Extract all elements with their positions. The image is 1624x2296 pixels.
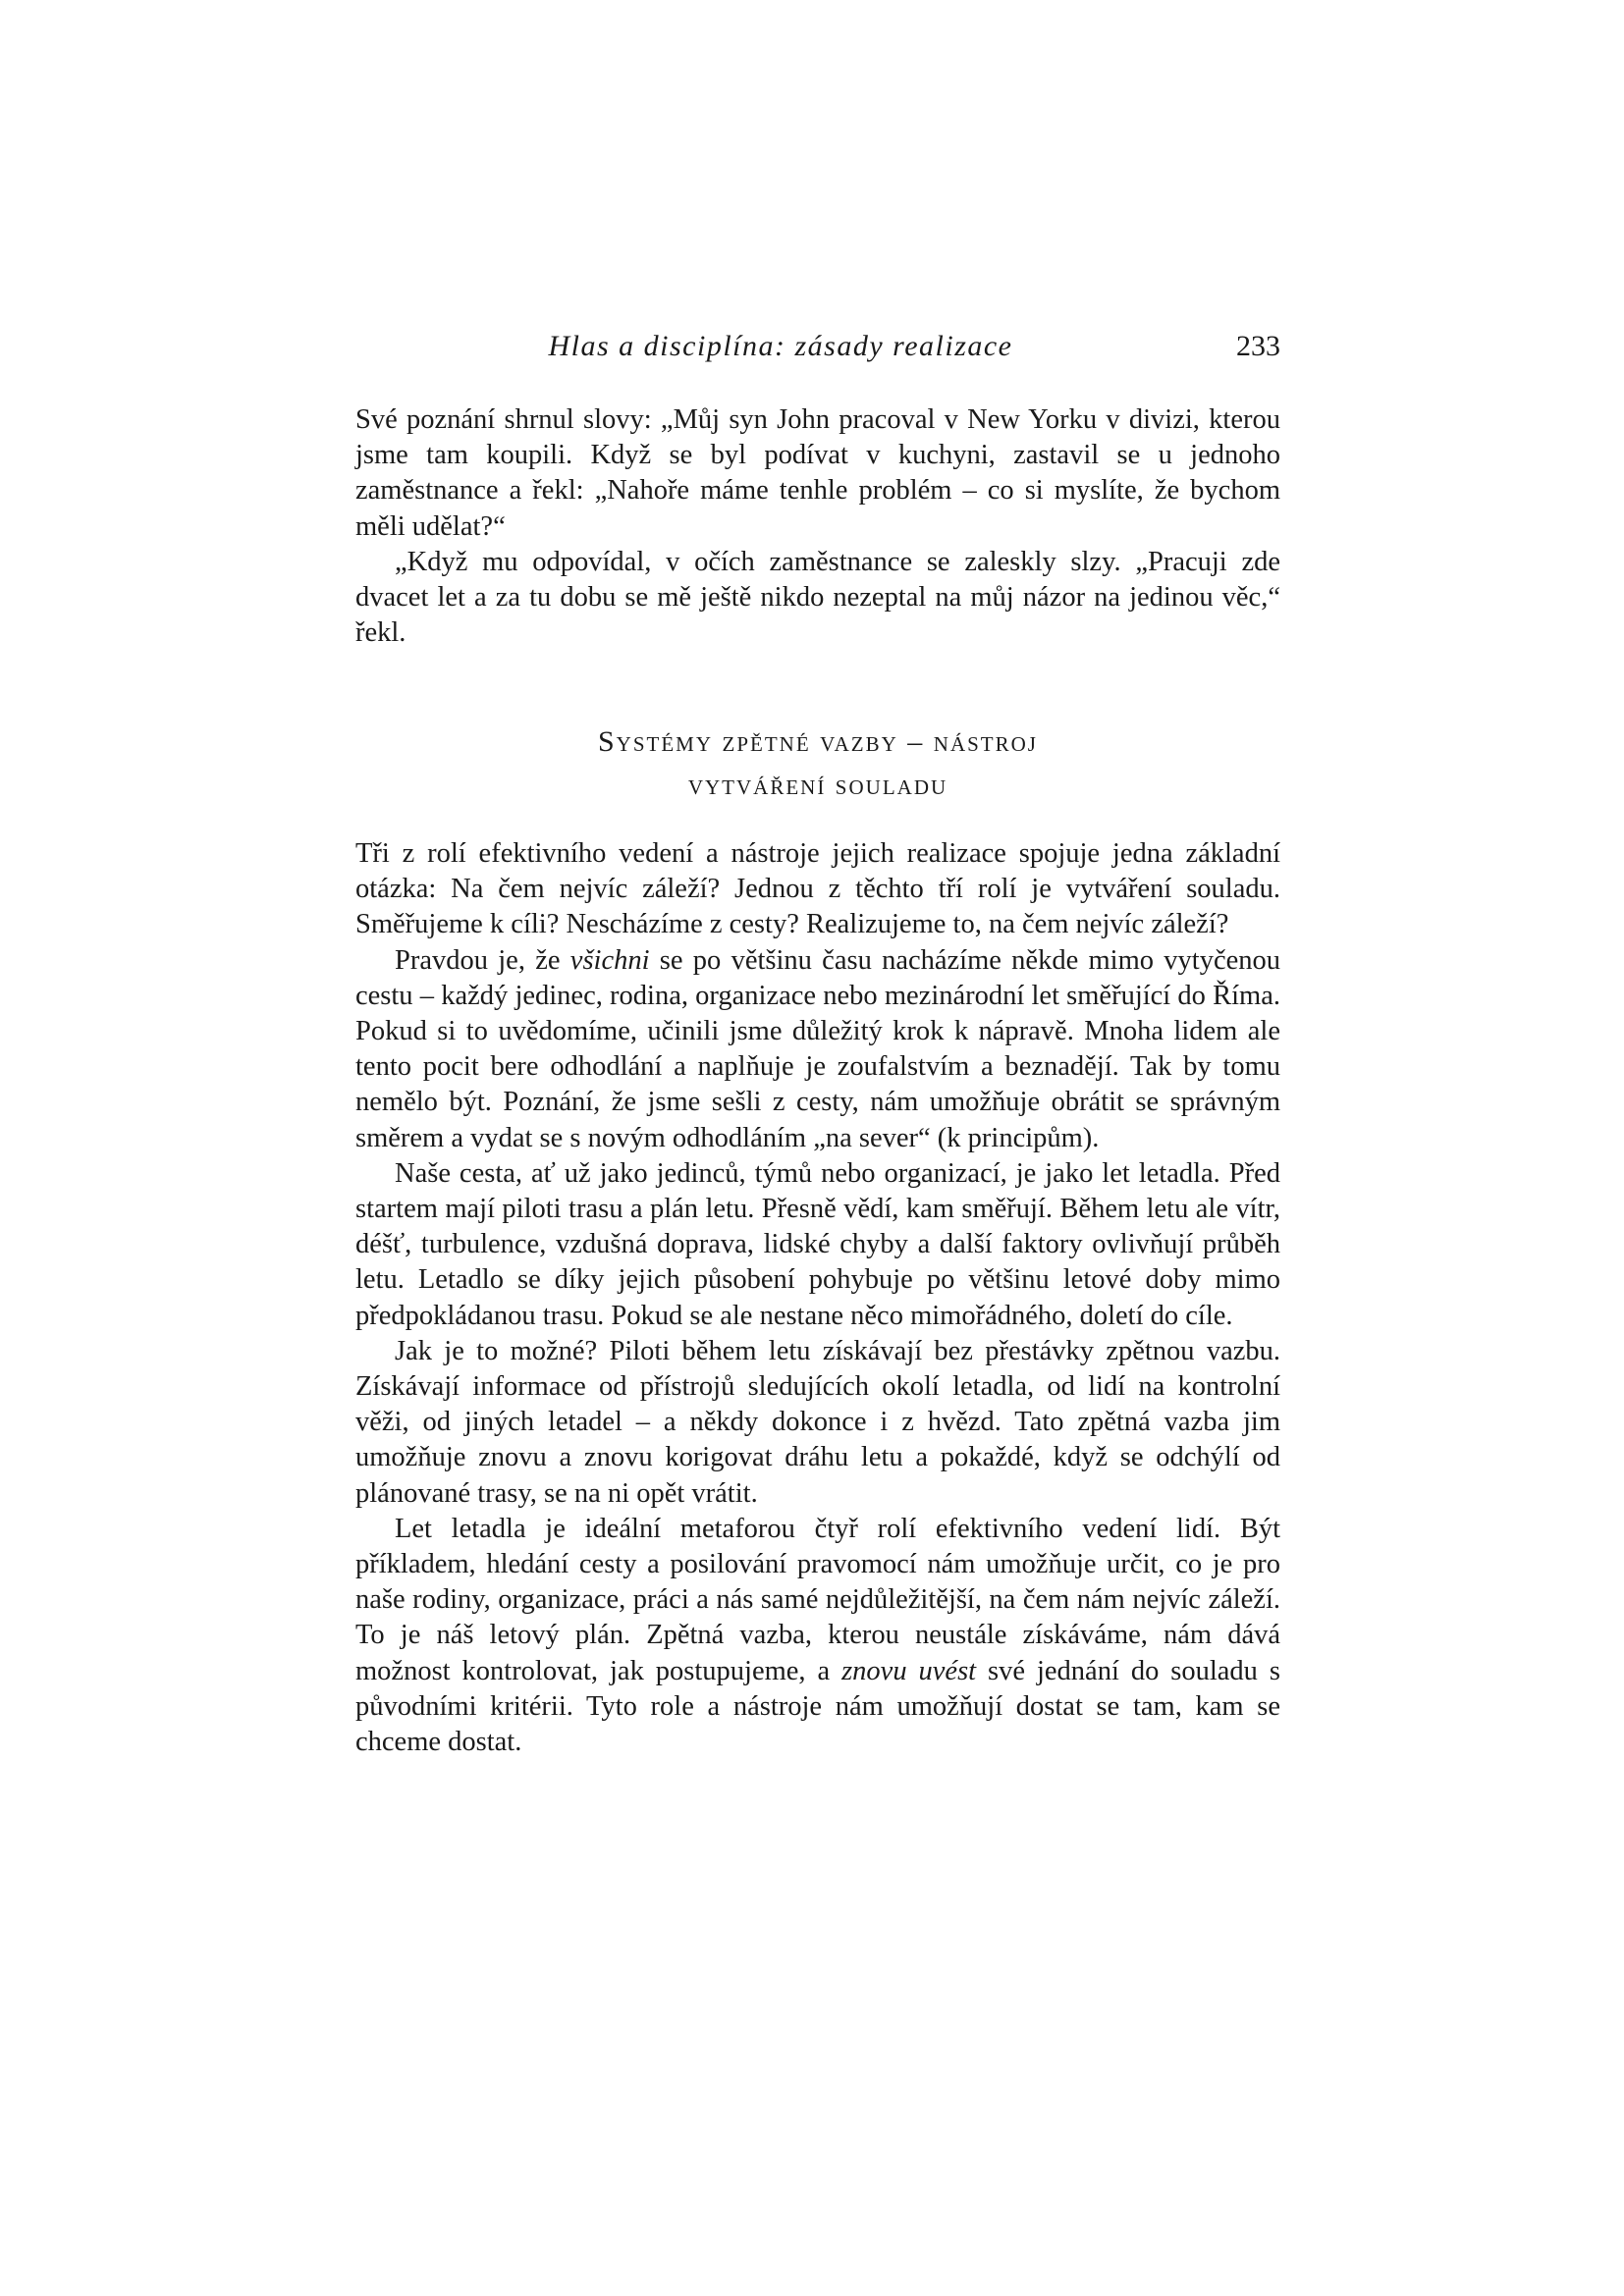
- paragraph: „Když mu odpovídal, v očích zaměstnance se zaleskly slzy. „Pracuji zde dvacet let a za tu dobu se mě ještě nikdo nezeptal na můj názor na jedinou věc,“ řekl.: [355, 546, 1280, 649]
- text-run: Pravdou je, že: [395, 944, 570, 976]
- text-run: Let letadla je ideální metaforou čtyř rolí efektivního vedení lidí. Být příkladem, hledání cesty a posilování pravomocí nám umožňuje určit, co je pro naše rodiny, organizace, práci a nás samé nejdůležitější, na čem nám nejvíc záleží. To je náš letový plán. Zpětná vazba, kterou neustále získáváme, nám dává možnost kontrolovat, jak postupujeme, a: [355, 1513, 1280, 1686]
- text-run: se po většinu času nacházíme někde mimo vytyčenou cestu – každý jedinec, rodina, organizace nebo mezinárodní let směřující do Říma. Pokud si to uvědomíme, učinili jsme důležitý krok k nápravě. Mnoha lidem ale tento pocit bere odhodlání a naplňuje je zoufalstvím a beznadějí. Tak by tomu nemělo být. Poznání, že jsme sešli z cesty, nám umožňuje obrátit se správným směrem a vydat se s novým odhodláním „na sever“ (k principům).: [355, 944, 1280, 1153]
- text-run: své jednání do souladu s původními kritérii. Tyto role a nástroje nám umožňují dostat se tam, kam se chceme dostat.: [355, 1655, 1280, 1758]
- emphasis: všichni: [569, 944, 650, 976]
- page-number: 233: [1236, 330, 1280, 362]
- page-header: [355, 324, 1280, 373]
- intro-text: [355, 402, 1280, 651]
- paragraph: Naše cesta, ať už jako jedinců, týmů nebo organizací, je jako let letadla. Před startem mají piloti trasu a plán letu. Přesně vědí, kam směřují. Během letu ale vítr, déšť, turbulence, vzdušná doprava, lidské chyby a další faktory ovlivňují průběh letu. Letadlo se díky jejich působení pohybuje po většinu letové doby mimo předpokládanou trasu. Pokud se ale nestane něco mimořádného, doletí do cíle.: [355, 1157, 1280, 1331]
- body-text: [355, 836, 1280, 1760]
- paragraph: Jak je to možné? Piloti během letu získávají bez přestávky zpětnou vazbu. Získávají informace od přístrojů sledujících okolí letadla, od lidí na kontrolní věži, od jiných letadel – a někdy dokonce i z hvězd. Tato zpětná vazba jim umožňuje znovu a znovu korigovat dráhu letu a pokaždé, když se odchýlí od plánované trasy, se na ni opět vrátit.: [355, 1335, 1280, 1509]
- emphasis: znovu uvést: [841, 1655, 977, 1686]
- section-heading-line: vytváření souladu: [687, 769, 948, 801]
- paragraph: Tři z rolí efektivního vedení a nástroje jejich realizace spojuje jedna základní otázka: Na čem nejvíc záleží? Jednou z těchto tří rolí je vytváření souladu. Směřujeme k cíli? Nescházíme z cesty? Realizujeme to, na čem nejvíc záleží?: [355, 838, 1280, 940]
- paragraph: [355, 943, 1280, 1156]
- paragraph: Své poznání shrnul slovy: „Můj syn John pracoval v New Yorku v divizi, kterou jsme tam koupili. Když se byl podívat v kuchyni, zastavil se u jednoho zaměstnance a řekl: „Nahoře máme tenhle problém – co si myslíte, že bychom měli udělat?“: [355, 404, 1280, 542]
- section-heading-line: Systémy zpětné vazby – nástroj: [598, 725, 1038, 758]
- paragraph: [355, 1512, 1280, 1760]
- section-heading: [355, 721, 1280, 807]
- running-title: Hlas a disciplína: zásady realizace: [548, 330, 1013, 362]
